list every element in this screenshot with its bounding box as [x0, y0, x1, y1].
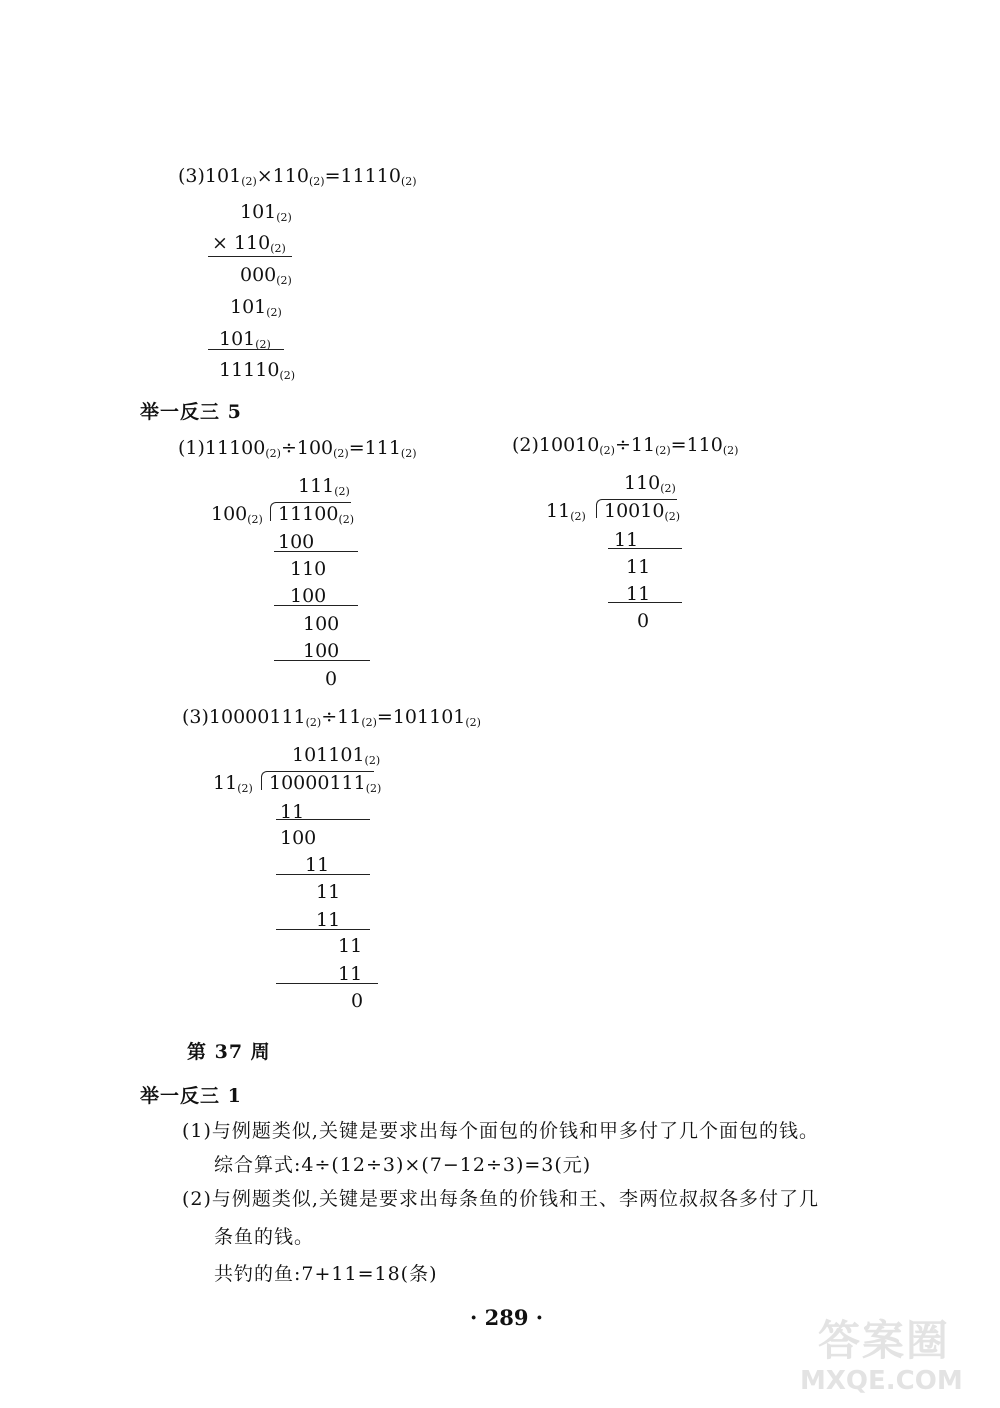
div3-quotient: 101101(2) [292, 744, 381, 767]
mult-line-2 [208, 349, 284, 350]
div3-line [276, 929, 370, 930]
mult-row-3: 000(2) [240, 264, 292, 287]
div1-equation: (1)11100(2)÷100(2)=111(2) [178, 437, 417, 460]
div2-step: 11 [626, 583, 651, 605]
mult-equation: (3)101(2)×110(2)=11110(2) [178, 165, 417, 188]
page-number: · 289 · [470, 1305, 544, 1330]
mult-row-4: 101(2) [230, 296, 282, 319]
watermark-logo: 答案圈 [818, 1316, 951, 1365]
dot-icon: · [470, 1305, 478, 1330]
paragraph-2b: 条鱼的钱。 [214, 1226, 315, 1248]
div1-step: 100 [278, 531, 315, 553]
fish-total: 共钓的鱼:7+11=18(条) [214, 1263, 438, 1285]
div1-line [274, 551, 358, 552]
div3-step: 11 [338, 963, 363, 985]
div3-step: 11 [305, 854, 330, 876]
div3-line [276, 983, 378, 984]
div3-step: 11 [316, 909, 341, 931]
div2-divisor: 11(2) [546, 500, 586, 523]
div2-quotient: 110(2) [624, 472, 676, 495]
mult-row-5: 101(2) [219, 328, 271, 351]
mult-line-1 [208, 256, 292, 257]
div3-equation: (3)10000111(2)÷11(2)=101101(2) [182, 706, 481, 729]
div1-step: 100 [303, 613, 340, 635]
div3-step: 0 [351, 990, 364, 1012]
watermark-url: MXQE.COM [800, 1366, 963, 1396]
div3-step: 11 [338, 935, 363, 957]
div3-step: 11 [316, 881, 341, 903]
div2-step: 11 [614, 529, 639, 551]
div2-equation: (2)10010(2)÷11(2)=110(2) [512, 434, 739, 457]
mult-row-2: × 110(2) [212, 232, 286, 255]
div3-line [276, 874, 370, 875]
div1-line [274, 660, 370, 661]
div2-line [608, 548, 682, 549]
div3-step: 100 [280, 827, 317, 849]
section-title-1: 举一反三 1 [140, 1085, 242, 1107]
formula-line: 综合算式:4÷(12÷3)×(7−12÷3)=3(元) [214, 1154, 592, 1176]
paragraph-1: (1)与例题类似,关键是要求出每个面包的价钱和甲多付了几个面包的钱。 [182, 1120, 819, 1142]
div1-line [274, 605, 358, 606]
div1-step: 0 [325, 668, 338, 690]
div1-dividend: 11100(2) [278, 503, 355, 526]
section-title-5: 举一反三 5 [140, 401, 242, 423]
div1-quotient: 111(2) [298, 475, 350, 498]
div2-step: 11 [626, 556, 651, 578]
paragraph-2a: (2)与例题类似,关键是要求出每条鱼的价钱和王、李两位叔叔各多付了几 [182, 1188, 819, 1210]
div1-step: 100 [290, 585, 327, 607]
div1-step: 110 [290, 558, 327, 580]
div2-line [608, 602, 682, 603]
div1-divisor: 100(2) [211, 503, 263, 526]
dot-icon: · [535, 1305, 544, 1330]
div3-divisor: 11(2) [213, 772, 253, 795]
div3-line [276, 819, 370, 820]
div3-step: 11 [280, 801, 305, 823]
mult-row-6: 11110(2) [219, 359, 296, 382]
div2-step: 0 [637, 610, 650, 632]
mult-row-1: 101(2) [240, 201, 292, 224]
week-title: 第 37 周 [187, 1041, 271, 1063]
div3-dividend: 10000111(2) [269, 772, 382, 795]
div2-dividend: 10010(2) [604, 500, 681, 523]
div1-step: 100 [303, 640, 340, 662]
